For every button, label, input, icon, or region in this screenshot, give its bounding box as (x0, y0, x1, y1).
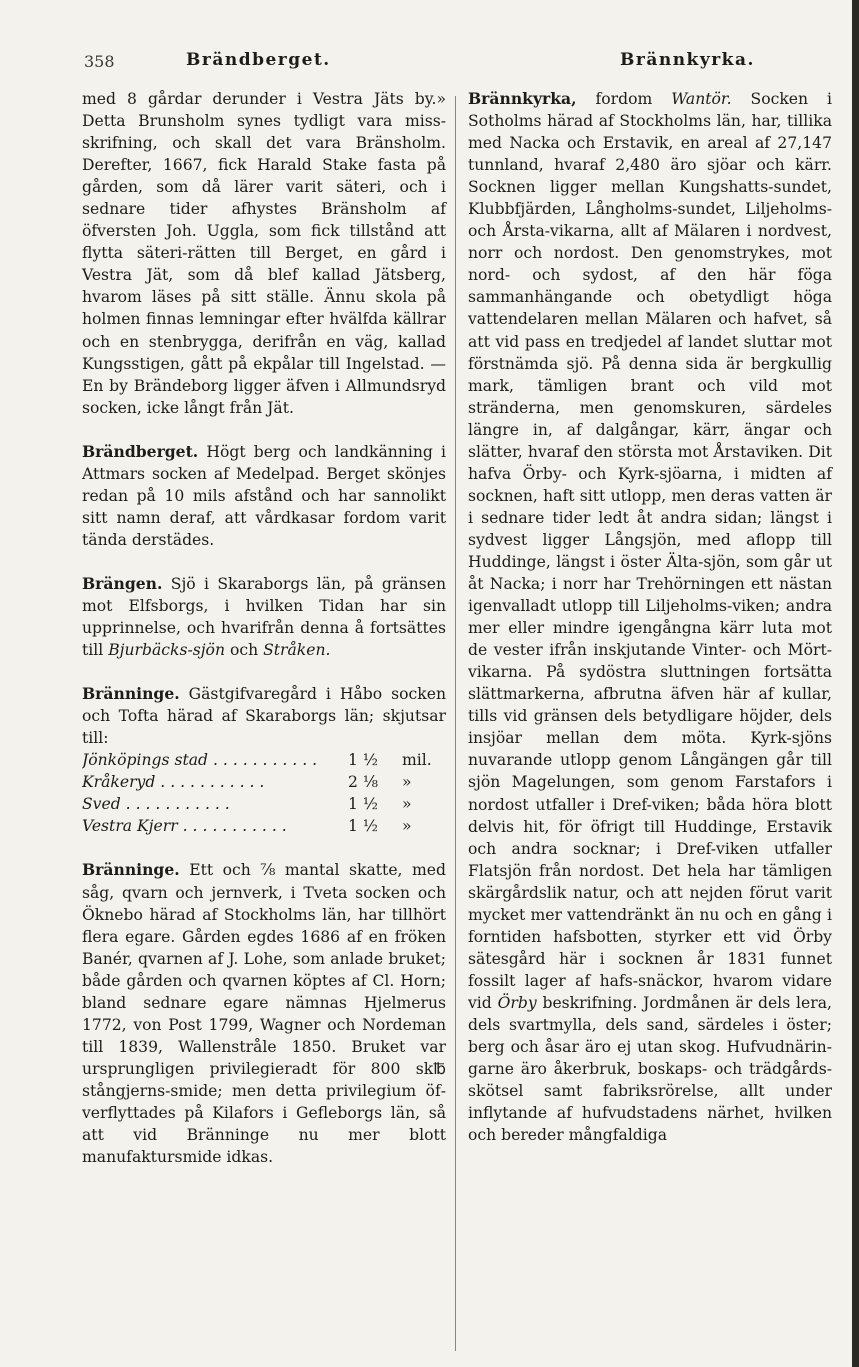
running-head-right: Brännkyrka. (620, 50, 755, 70)
headword: Bränninge. (82, 860, 180, 880)
headword: Brändberget. (82, 441, 199, 461)
page-number: 358 (84, 52, 115, 71)
right-column (468, 88, 832, 1146)
entry-branninge-inn: Bränninge. Gästgifvaregård i Håbo socken och Tofta härad af Skaraborgs län; skjutsar till: (82, 684, 446, 748)
page-edge-shadow (852, 0, 859, 1367)
table-row: Vestra Kjerr . . . 1 ½ » (82, 815, 446, 837)
entry-brannkyrka: Brännkyrka, fordom Wantör. Socken i Sotholms härad af Stockholms län, har, tillika med Nacka och Erstavik, en areal af 27,147 tunnland, hvaraf 2,480 äro sjöar och kärr. Socknen ligger mellan Kungshatts-sundet, Klubbfjärden, Långholms-sundet, Liljeholms- och Årsta-vikarna, allt af Mälaren i nordvest, norr och nordost. Den genomstrykes, mot nord- och sydost, af den här föga sammanhängande och obetydligt höga vattendelaren mellan Mälaren och hafvet, så att vid pass en tredjedel af landet sluttar mot förstnämda sjö. På denna sida är bergkullig mark, tämligen brant och vild mot stränderna, men genomskuren, särdeles längre in, af dalgångar, kärr, ängar och slätter, hvaraf den största mot Årstaviken. Dit hafva Örby- och Kyrk-sjöarna, i midten af socknen, haft sitt utlopp, men deras vatten är i sednare tider ledt åt andra sidan; längst i sydvest ligger Långsjön, med aflopp till Huddinge, längst i öster Älta-sjön, som går ut åt Nacka; i norr har Trehörningen ett nästan igenvalladt utlopp till Liljeholms-viken; andra mer eller mindre igengångna kärr luta mot de vester ifrån inskjutande Vinter- och Mört-vikarna. På sydöstra sluttningen fortsätta slättmarkerna, afbrutna äfven här af kullar, tills vid gränsen dels betydligare höjder, dels insjöar mellan dem möta. Kyrk-sjöns nuvarande utlopp genom Långängen går till sjön Magelungen, som genom Farstafors i nordost utfaller i Dref-viken; båda höra blott delvis hit, för öfrigt till Huddinge, Erstavik och andra socknar; i Dref-viken utfaller Flatsjön från nordost. Det hela har tämligen skärgårdslik natur, och att nejden förut varit mycket mer vattendränkt än nu och en gång i forntiden hafsbotten, styrker ett vid Örby sätesgård här i socknen år 1831 funnet fossilt lager af hafs-snäckor, hvarom vidare vid Örby beskrifning. Jordmånen är dels lera, dels svartmylla, dels sand, särdeles i öster; berg och åsar äro ej utan skog. Hufvudnäringarne äro åkerbruk, boskaps- och trädgårds-skötsel samt fabriksrörelse, allt under inflytande af hufvudstadens närhet, hvilken och bereder mångfaldiga (468, 89, 832, 1145)
entry-branninge-bruk: Bränninge. Ett och ⅞ mantal skatte, med såg, qvarn och jernverk, i Tveta socken och Öknebo härad af Stockholms län, har tillhört flera egare. Gården egdes 1686 af en fröken Banér, qvarnen af J. Lohe, som anlade bruket; både gården och qvarnen köptes af Cl. Horn; bland sednare egare nämnas Hjelmerus 1772, von Post 1799, Wagner och Nordeman till 1839, Wallenstråle 1850. Bruket var ursprungligen privilegieradt för 800 sk℔ stångjerns-smide; men detta privilegium öfverflyttades på Kilafors i Gefleborgs län, så att vid Bränninge nu mer blott manufaktursmide idkas. (82, 860, 446, 1167)
entry-brandberget: Brändberget. Högt berg och landkänning i Attmars socken af Medelpad. Berget skönjes redan på 10 mils afstånd och har sannolikt sitt namn deraf, att vårdkasar fordom varit tända derstädes. (82, 441, 446, 549)
entry-brangen: Brängen. Sjö i Skaraborgs län, på gränsen mot Elfsborgs, i hvilken Tidan har sin upprinnelse, och hvarifrån denna å fortsättes till Bjurbäcks-sjön och Stråken. (82, 573, 446, 660)
running-head-left: Brändberget. (186, 50, 331, 70)
entry-continuation: med 8 gårdar derunder i Vestra Jäts by.» Detta Brunsholm synes tydligt vara miss-skrifning, och skall det vara Bränsholm. Derefter, 1667, fick Harald Stake fasta på gården, som då lärer varit säteri, och i sednare tider afhystes Bränsholm af öfversten Joh. Uggla, som fick tillstånd att flytta säteri-rätten till Berget, en gård i Vestra Jät, som då blef kallad Jätsberg, hvarom läses på sitt ställe. Ännu skola på holmen finnas lemningar efter hvälfda källrar och en stenbrygga, derifrån en väg, kallad Kungsstigen, gått på ekpålar till Ingelstad. — En by Brändeborg ligger äfven i Allmundsryd socken, icke långt från Jät. (82, 90, 446, 417)
table-row: Sved . . . 1 ½ » (82, 793, 446, 815)
headword: Bränninge. (82, 684, 180, 704)
distance-table (82, 749, 446, 837)
left-column (82, 88, 446, 1168)
table-row: Kråkeryd . . . 2 ⅛ » (82, 771, 446, 793)
headword: Brängen. (82, 573, 163, 593)
page-header (80, 50, 836, 78)
headword: Brännkyrka, (468, 89, 577, 108)
column-divider (455, 96, 456, 1351)
table-row: Jönköpings stad . . . 1 ½ mil. (82, 749, 446, 771)
